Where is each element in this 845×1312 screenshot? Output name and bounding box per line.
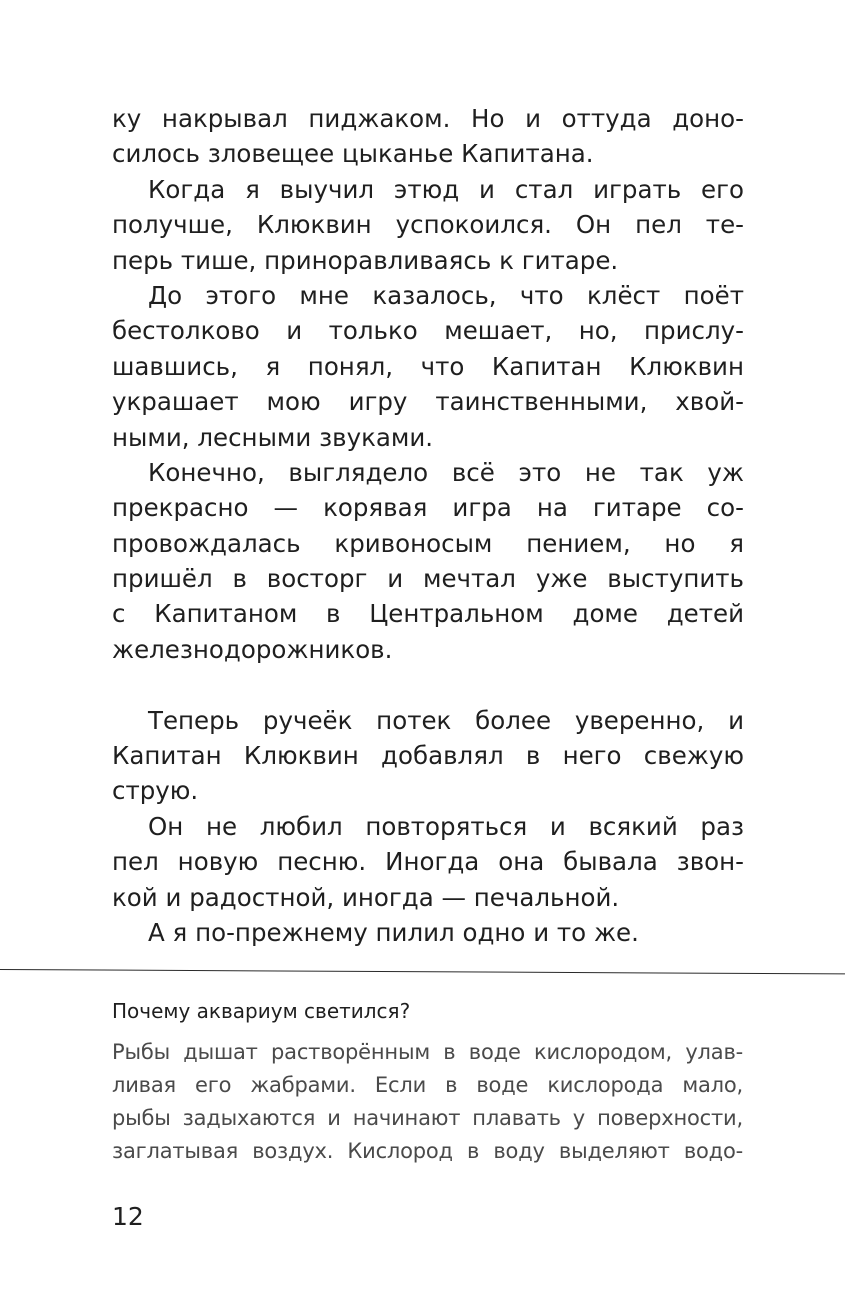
sidebar-title: Почему аквариум светился? — [112, 999, 411, 1023]
text-line: перь тише, приноравливаясь к гитаре. — [112, 245, 619, 275]
text-line: ными, лесными звуками. — [112, 422, 434, 452]
section-divider — [0, 969, 845, 974]
text-line: бестолково и только мешает, но, прислу- — [112, 316, 744, 346]
text-line: Капитан Клюквин добавлял в него свежую — [112, 741, 744, 771]
text-line: пришёл в восторг и мечтал уже выступить — [112, 564, 744, 594]
text-line: шавшись, я понял, что Капитан Клюквин — [112, 351, 744, 381]
text-line: пел новую песню. Иногда она бывала звон- — [112, 847, 744, 877]
text-line: силось зловещее цыканье Капитана. — [112, 139, 594, 169]
text-line: прекрасно — корявая игра на гитаре со- — [112, 493, 744, 523]
text-line: получше, Клюквин успокоился. Он пел те- — [112, 210, 744, 240]
text-line: провождалась кривоносым пением, но я — [112, 528, 744, 558]
text-line: А я по-прежнему пилил одно и то же. — [148, 917, 639, 947]
sidebar-text-line: Рыбы дышат растворённым в воде кислородом, улав- — [112, 1040, 743, 1064]
text-line: струю. — [112, 776, 199, 806]
text-line: До этого мне казалось, что клёст поёт — [148, 280, 744, 310]
text-line: с Капитаном в Центральном доме детей — [112, 599, 744, 629]
text-line: железнодорожников. — [112, 634, 393, 664]
text-line: Конечно, выглядело всё это не так уж — [148, 457, 744, 487]
text-line: Когда я выучил этюд и стал играть его — [148, 174, 744, 204]
text-line: кой и радостной, иногда — печальной. — [112, 882, 620, 912]
text-line: украшает мою игру таинственными, хвой- — [112, 387, 744, 417]
info-sidebar — [112, 996, 743, 1168]
page-number: 12 — [112, 1202, 144, 1231]
sidebar-text-line: ливая его жабрами. Если в воде кислорода мало, — [112, 1073, 743, 1097]
sidebar-text-line: заглатывая воздух. Кислород в воду выделяют водо- — [112, 1139, 743, 1163]
main-text-block — [112, 101, 744, 950]
text-line: ку накрывал пиджаком. Но и оттуда доно- — [112, 104, 744, 133]
text-line: Он не любил повторяться и всякий раз — [148, 811, 744, 841]
section-break — [112, 667, 744, 702]
sidebar-text-line: рыбы задыхаются и начинают плавать у поверхности, — [112, 1106, 743, 1130]
text-line: Теперь ручеёк потек более уверенно, и — [148, 705, 744, 735]
